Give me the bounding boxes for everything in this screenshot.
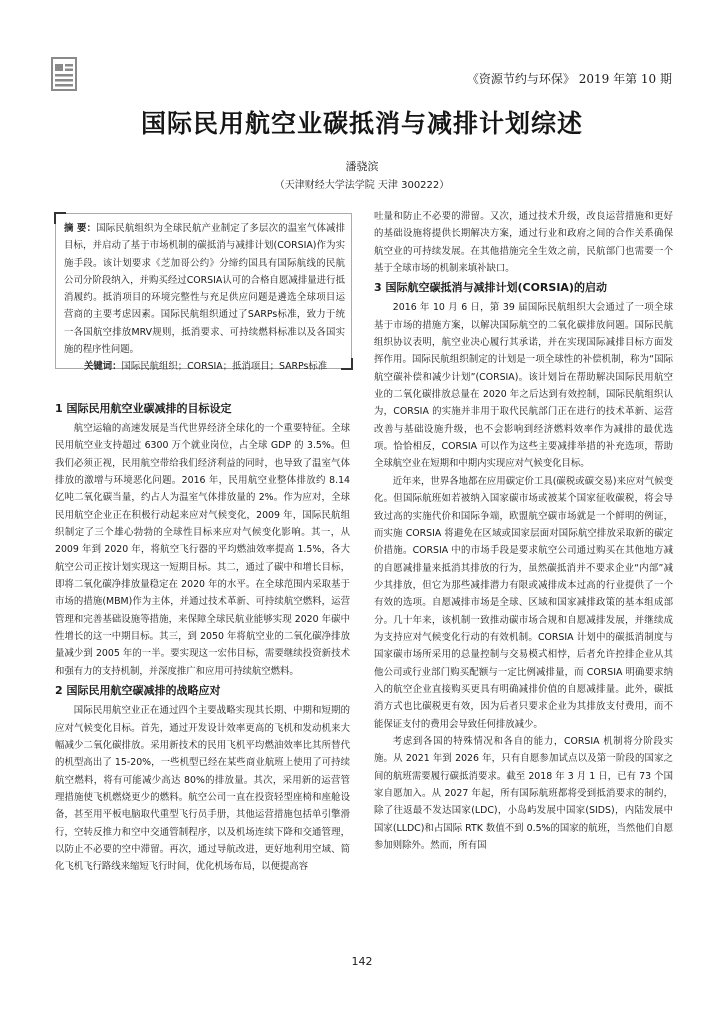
section-1-paragraph: 航空运输的高速发展是当代世界经济全球化的一个重要特征。全球民用航空业支持超过 6300 万个就业岗位，占全球 GDP 的 3.5%。但我们必须正视，民用航空带给我们经济利益的同时，也导致了温室气体排放的激增与环境恶化问题。2016 年，民用航空业整体排放约 8.14 亿吨二氧化碳当量，约占人为温室气体排放量的 2%。作为应对，全球民用航空企业正在积极行动起来应对气候变化，2009 年，国际民航组织制定了三个雄心勃勃的全球性目标来应对气候变化影响。其一，从 2009 年到 2020 年，将航空飞行器的平均燃油效率提高 1.5%，各大航空公司正按计划实现这一短期目标。其二，通过了碳中和增长目标，即将二氧化碳净排放量稳定在 2020 年的水平。在全球范围内采取基于市场的措施(MBM)作为主体，并通过技术革新、可持续航空燃料，运营管理和完善基础设施等措施，来保障全球民航业能够实现 2020 年碳中性增长的这一中期目标。其三，到 2050 年将航空业的二氧化碳净排放量减少到 2005 年的一半。要实现这一宏伟目标，需要继续投资新技术和强有力的支持机制，并深度推广和应用可持续航空燃料。 [55,423,350,677]
left-column [55,398,350,876]
right-column [374,208,673,854]
section-2-heading: 2 国际民用航空碳减排的战略应对 [55,684,221,698]
section-3-paragraph-1: 2016 年 10 月 6 日，第 39 届国际民航组织大会通过了一项全球基于市场的措施方案，以解决国际航空的二氧化碳排放问题。国际民航组织协议表明，航空业决心履行其承诺，并在实现国际减排目标方面发挥作用。国际民航组织制定的计划是一项全球性的补偿机制，称为“国际航空碳补偿和减少计划”(CORSIA)。该计划旨在帮助解决国际民用航空业的二氧化碳排放总量在 2020 年之后达到有效控制，国际民航组织认为，CORSIA 的实施并非用于取代民航部门正在进行的技术革新、运营改善与基础设施升级，也不会影响到经济燃料效率作为减排的最优选项。恰恰相反，CORSIA 可以作为这些主要减排举措的补充选项，帮助全球航空业在短期和中期内实现应对气候变化目标。 [374,302,673,470]
article-title: 国际民用航空业碳抵消与减排计划综述 [140,109,583,138]
article-affiliation: （天津财经大学法学院 天津 300222） [274,180,450,191]
journal-header: 《资源节约与环保》 2019 年第 10 期 [466,72,672,86]
section-1-heading: 1 国际民用航空业碳减排的目标设定 [55,402,232,415]
keywords-text: 国际民航组织；CORSIA；抵消项目；SARPs标准 [121,361,328,373]
section-3-paragraph-3: 考虑到各国的特殊情况和各自的能力，CORSIA 机制将分阶段实施。从 2021 年到 2026 年，只有自愿参加试点以及第一阶段的国家之间的航班需要履行碳抵消要求。截至 2018 年 3 月 1 日，已有 73 个国家自愿加入。从 2027 年起，所有国际航班都将受到抵消要求的制约，除了往返最不发达国家(LDC)，小岛屿发展中国家(SIDS)，内陆发展中国家(LLDC)和占国际 RTK 数值不到 0.5%的国家的航班，当然他们自愿参加则除外。然而，所有国 [374,735,673,852]
abstract-text: 国际民航组织为全球民航产业制定了多层次的温室气体减排目标，并启动了基于市场机制的碳抵消与减排计划(CORSIA)作为实施手段。该计划要求《芝加哥公约》分缔约国具有国际航线的民航公司分阶段纳入，并购买经过CORSIA认可的合格自愿减排量进行抵消履约。抵消项目的环境完整性与充足供应问题是遴选全球项目运营商的主要考虑因素。国际民航组织通过了SARPs标准，致力于统一各国航空排放MRV规则，抵消要求、可持续燃料标准以及各国实施的程序性问题。 [64,223,345,356]
journal-logo-icon [50,56,80,94]
section-3-heading: 3 国际航空碳抵消与减排计划(CORSIA)的启动 [374,281,607,295]
abstract-box [55,213,352,373]
keywords-label: 关键词： [84,361,122,373]
section-2-paragraph: 国际民用航空业正在通过四个主要战略实现其长期、中期和短期的应对气候变化目标。首先，通过开发设计效率更高的飞机和发动机来大幅减少二氧化碳排放。采用新技术的民用飞机平均燃油效率比其所替代的机型高出了 15-20%，一些机型已经在某些商业航班上使用了可持续航空燃料，将有可能减少高达 80%的排放量。其次，采用新的运营管理措施使飞机燃烧更少的燃料。航空公司一直在投资轻型座椅和座舱设备，甚至用平板电脑取代重型飞行员手册，其他运营措施包括单引擎滑行，空转反推力和空中交通管制程序，以及机场连续下降和交通管理，以防止不必要的空中滞留。再次，通过导航改进，更好地利用空域、简化飞机飞行路线来缩短飞行时间，优化机场布局，以便提高容 [55,705,350,873]
section-2-paragraph-continued: 吐量和防止不必要的滞留。又次，通过技术升级，改良运营措施和更好的基础设施将提供长期解决方案，通过行业和政府之间的合作关系确保航空业的可持续发展。在其他措施完全生效之前，民航部门也需要一个基于全球市场的机制来填补缺口。 [374,211,673,275]
article-author: 潘骁滨 [345,160,379,173]
page-number: 142 [351,955,373,968]
abstract-label: 摘 要： [64,223,97,234]
section-3-paragraph-2: 近年来，世界各地都在应用碳定价工具(碳税或碳交易)来应对气候变化。但国际航班如若被纳入国家碳市场或被某个国家征收碳税，将会导致过高的实施代价和国际争端，欧盟航空碳市场就是一个鲜明的例证，而实施 CORSIA 将避免在区域或国家层面对国际航空排放采取新的碳定价措施。CORSIA 中的市场手段是要求航空公司通过购买在其他地方减的自愿减排量来抵消其排放的行为，虽然碳抵消并不要求企业“内部”减少其排放，但它为那些减排潜力有限或减排成本过高的行业提供了一个有效的选项。自愿减排市场是全球、区域和国家减排政策的基本组成部分。几十年来，该机制一致推动碳市场合规和自愿减排发展，并继续成为支持应对气候变化行动的有效机制。CORSIA 计划中的碳抵消制度与国家碳市场所采用的总量控制与交易模式相悖，后者允许控排企业从其他公司或行业部门购买配额与一定比例减排量，而 CORSIA 明确要求纳入的航空企业直接购买更具有明确减排价值的自愿减排量。此外，碳抵消方式也比碳税更有效，因为后者只要求企业为其排放支付费用，而不能保证支付的费用会导致任何排放减少。 [374,475,673,730]
